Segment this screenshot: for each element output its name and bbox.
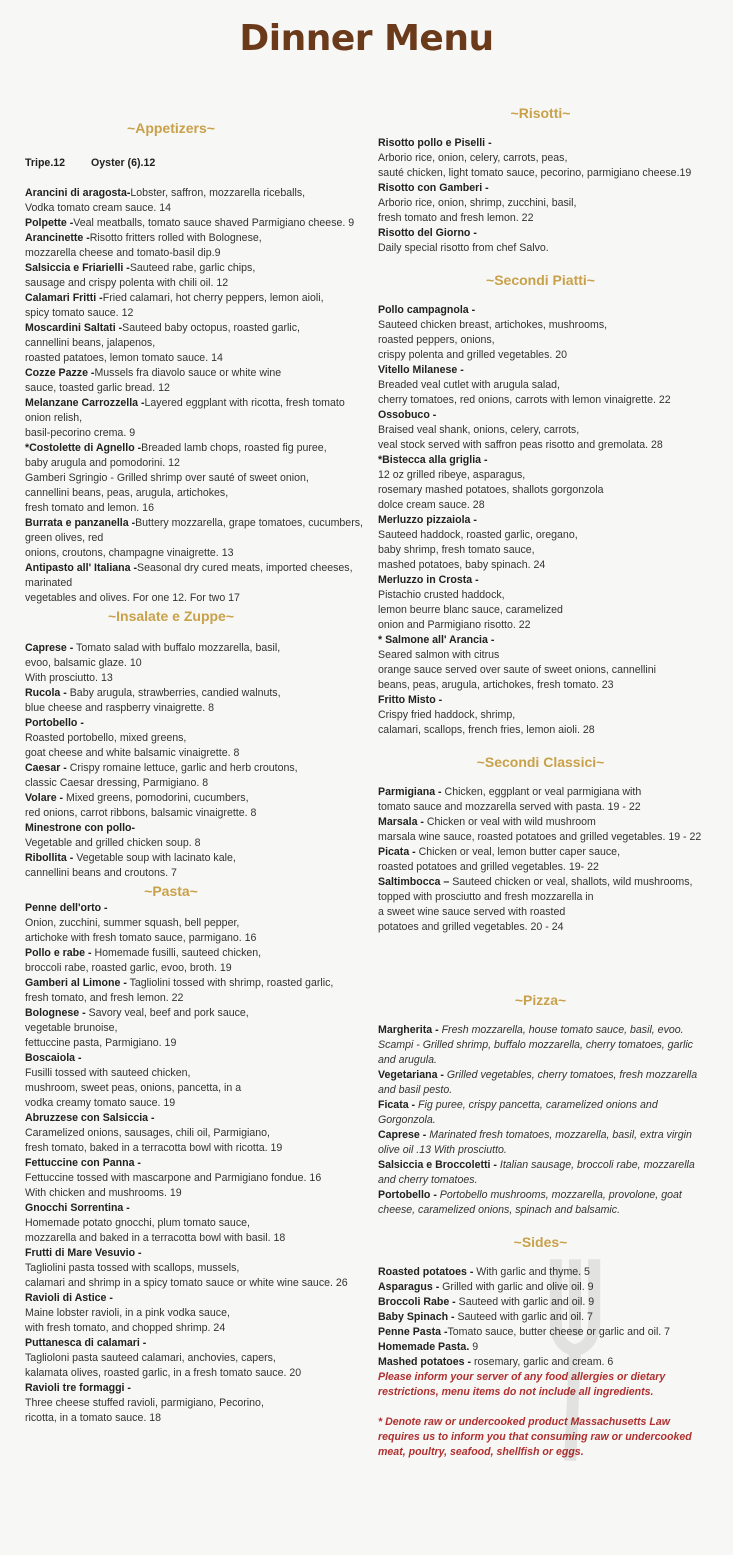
- oyster-item: Oyster (6).12: [91, 157, 156, 169]
- menu-item: [378, 136, 718, 181]
- menu-item: [25, 761, 365, 791]
- menu-item-description: rosemary, garlic and cream. 6: [471, 1356, 614, 1368]
- menu-item-name: Boscaiola -: [25, 1052, 82, 1064]
- menu-item: [378, 693, 718, 738]
- menu-item-name: Volare -: [25, 792, 64, 804]
- fork-watermark-icon: [455, 1240, 695, 1480]
- menu-item-name: Baby Spinach -: [378, 1311, 455, 1323]
- menu-item-description: Seasonal dry cured meats, imported cheeses, marinated vegetables and olives. For one 12. For two 17: [25, 562, 353, 604]
- menu-item-description: Roasted portobello, mixed greens, goat cheese and white balsamic vinaigrette. 8: [25, 732, 240, 759]
- menu-item-description: Lobster, saffron, mozzarella riceballs, Vodka tomato cream sauce. 14: [25, 187, 306, 214]
- menu-item-name: Mashed potatoes -: [378, 1356, 472, 1368]
- menu-item: [378, 875, 718, 935]
- menu-item: [378, 408, 718, 453]
- menu-item: [25, 186, 365, 216]
- menu-item-description: Sauteed rabe, garlic chips, sausage and crispy polenta with chili oil. 12: [25, 262, 256, 289]
- menu-item: [25, 641, 365, 686]
- menu-item-name: Minestrone con pollo-: [25, 822, 136, 834]
- risotti-list: [378, 136, 718, 256]
- menu-item-name: Portobello -: [25, 717, 84, 729]
- menu-item: [25, 1111, 365, 1156]
- menu-item-description: Risotto fritters rolled with Bolognese, mozzarella cheese and tomato-basil dip.9: [25, 232, 262, 259]
- menu-item-description: Taglioloni pasta sauteed calamari, anchovies, capers, kalamata olives, roasted garlic, in a fresh tomato sauce. 20: [25, 1352, 302, 1379]
- menu-item: [25, 821, 365, 851]
- section-secondi-classici: ~Secondi Classici~: [476, 754, 605, 770]
- menu-item-name: Risotto pollo e Piselli -: [378, 137, 492, 149]
- menu-item-name: Saltimbocca –: [378, 876, 450, 888]
- menu-item-description: Vegetable soup with lacinato kale, cannellini beans and croutons. 7: [25, 852, 236, 879]
- menu-item: [25, 686, 365, 716]
- menu-item-name: Melanzane Carrozzella -: [25, 397, 145, 409]
- menu-item-name: Burrata e panzanella -: [25, 517, 136, 529]
- menu-item-name: Arancinette -: [25, 232, 90, 244]
- menu-item-name: *Costolette di Agnello -: [25, 442, 142, 454]
- menu-item-name: Risotto con Gamberi -: [378, 182, 489, 194]
- menu-item-name: Polpette -: [25, 217, 74, 229]
- menu-item: [378, 513, 718, 573]
- menu-item: [25, 1201, 365, 1246]
- menu-item-name: Penne dell'orto -: [25, 902, 108, 914]
- menu-item-name: Asparagus -: [378, 1281, 440, 1293]
- pizza-list: [378, 1023, 718, 1218]
- menu-item-name: Broccoli Rabe -: [378, 1296, 456, 1308]
- menu-item-name: Ribollita -: [25, 852, 74, 864]
- menu-item-name: *Bistecca alla griglia -: [378, 454, 488, 466]
- menu-item-name: Caesar -: [25, 762, 67, 774]
- menu-item: [25, 791, 365, 821]
- menu-item-description: Italian sausage, broccoli rabe, mozzarella and cherry tomatoes.: [378, 1159, 695, 1186]
- menu-item-name: Penne Pasta -: [378, 1326, 448, 1338]
- menu-item: [378, 785, 718, 815]
- menu-item-description: Fresh mozzarella, house tomato sauce, basil, evoo. Scampi - Grilled shrimp, buffalo mozzarella, cherry tomatoes, garlic and arugula.: [378, 1024, 693, 1066]
- menu-item-name: Fettuccine con Panna -: [25, 1157, 141, 1169]
- menu-item-description: Tagliolini pasta tossed with scallops, mussels, calamari and shrimp in a spicy tomato sauce or white wine sauce. 26: [25, 1262, 348, 1289]
- menu-item-description: Grilled vegetables, cherry tomatoes, fresh mozzarella and basil pesto.: [378, 1069, 698, 1096]
- page-title: Dinner Menu: [239, 18, 494, 59]
- menu-item: [25, 261, 365, 291]
- menu-item: [378, 845, 718, 875]
- classici-list: [378, 785, 718, 935]
- left-column: [25, 118, 365, 1426]
- menu-item: [25, 1051, 365, 1111]
- menu-item-description: Caramelized onions, sausages, chili oil, Parmigiano, fresh tomato, baked in a terracotta bowl with ricotta. 19: [25, 1127, 283, 1154]
- tripe-item: Tripe.12: [25, 157, 66, 169]
- menu-item-name: Caprese -: [378, 1129, 427, 1141]
- menu-item-description: Vegetable and grilled chicken soup. 8: [25, 837, 201, 849]
- menu-item-description: Pistachio crusted haddock, lemon beurre blanc sauce, caramelized onion and Parmigiano risotto. 22: [378, 589, 563, 631]
- menu-item-description: Fusilli tossed with sauteed chicken, mushroom, sweet peas, onions, pancetta, in a vodka creamy tomato sauce. 19: [25, 1067, 242, 1109]
- menu-item-description: Crispy fried haddock, shrimp, calamari, scallops, french fries, lemon aioli. 28: [378, 709, 595, 736]
- menu-item-name: Calamari Fritti -: [25, 292, 103, 304]
- section-appetizers: ~Appetizers~: [127, 120, 215, 136]
- menu-item-description: Sauteed baby octopus, roasted garlic, cannellini beans, jalapenos, roasted patatoes, lemon tomato sauce. 14: [25, 322, 300, 364]
- menu-item-description: Arborio rice, onion, celery, carrots, peas, sauté chicken, light tomato sauce, pecorino, parmigiano cheese.19: [378, 152, 692, 179]
- menu-item-name: Vegetariana -: [378, 1069, 444, 1081]
- menu-item: [25, 1336, 365, 1381]
- allergy-note: Please inform your server of any food allergies or dietary restrictions, menu items do not include all ingredients.: [378, 1371, 666, 1398]
- menu-item-description: Tagliolini tossed with shrimp, roasted garlic, fresh tomato, and fresh lemon. 22: [25, 977, 334, 1004]
- menu-item-name: Arancini di aragosta-: [25, 187, 131, 199]
- menu-item: [378, 573, 718, 633]
- menu-item-name: Roasted potatoes -: [378, 1266, 474, 1278]
- menu-item-name: Gamberi al Limone -: [25, 977, 127, 989]
- menu-item: [25, 516, 365, 561]
- menu-item-name: Ossobuco -: [378, 409, 437, 421]
- menu-item-description: 9: [469, 1341, 479, 1353]
- menu-item-description: Baby arugula, strawberries, candied walnuts, blue cheese and raspberry vinaigrette. 8: [25, 687, 281, 714]
- menu-item-description: Chicken or veal, lemon butter caper sauce, roasted potatoes and grilled vegetables. 19- 22: [378, 846, 621, 873]
- menu-item-name: Merluzzo pizzaiola -: [378, 514, 477, 526]
- menu-item-description: With garlic and thyme. 5: [473, 1266, 590, 1278]
- menu-item-description: Savory veal, beef and pork sauce, vegetable brunoise, fettuccine pasta, Parmigiano. 19: [25, 1007, 249, 1049]
- section-pizza: ~Pizza~: [514, 992, 567, 1008]
- tripe-oyster-line: [25, 156, 365, 171]
- menu-item-description: Mussels fra diavolo sauce or white wine sauce, toasted garlic bread. 12: [25, 367, 282, 394]
- menu-item: [378, 181, 718, 226]
- secondi-list: [378, 303, 718, 738]
- menu-item: [25, 1291, 365, 1336]
- menu-item: [25, 1156, 365, 1201]
- menu-item-name: Ravioli tre formaggi -: [25, 1382, 131, 1394]
- menu-item-name: Vitello Milanese -: [378, 364, 464, 376]
- menu-item: [378, 1068, 718, 1098]
- menu-item: [25, 441, 365, 516]
- menu-item-name: Pollo campagnola -: [378, 304, 476, 316]
- menu-item: [25, 291, 365, 321]
- section-pasta: ~Pasta~: [144, 883, 198, 899]
- section-risotti: ~Risotti~: [510, 105, 571, 121]
- menu-item: [25, 231, 365, 261]
- menu-item: [378, 303, 718, 363]
- menu-item-description: Chicken, eggplant or veal parmigiana with tomato sauce and mozzarella served with pasta. 19 - 22: [378, 786, 642, 813]
- menu-item: [25, 976, 365, 1006]
- menu-item-description: Seared salmon with citrus orange sauce served over saute of sweet onions, cannellini beans, peas, arugula, artichokes, fresh tomato. 23: [378, 649, 656, 691]
- menu-item-name: Picata -: [378, 846, 416, 858]
- menu-item-name: * Salmone all' Arancia -: [378, 634, 495, 646]
- menu-item: [25, 1006, 365, 1051]
- menu-item: [378, 633, 718, 693]
- menu-item: [25, 396, 365, 441]
- menu-item: [378, 226, 718, 256]
- menu-item-description: Mixed greens, pomodorini, cucumbers, red onions, carrot ribbons, balsamic vinaigrette. 8: [25, 792, 257, 819]
- menu-item-description: Sauteed chicken breast, artichokes, mushrooms, roasted peppers, onions, crispy polenta and grilled vegetables. 20: [378, 319, 608, 361]
- menu-item-name: Pollo e rabe -: [25, 947, 92, 959]
- menu-item: [25, 321, 365, 366]
- menu-item-name: Bolognese -: [25, 1007, 86, 1019]
- menu-item: [25, 716, 365, 761]
- menu-item-description: Fig puree, crispy pancetta, caramelized onions and Gorgonzola.: [378, 1099, 658, 1126]
- menu-item-name: Puttanesca di calamari -: [25, 1337, 147, 1349]
- menu-item-name: Caprese -: [25, 642, 74, 654]
- menu-item: [378, 1098, 718, 1128]
- menu-item: [378, 453, 718, 513]
- menu-item-name: Homemade Pasta.: [378, 1341, 470, 1353]
- menu-item: [25, 851, 365, 881]
- menu-item-name: Salsiccia e Friarielli -: [25, 262, 130, 274]
- menu-item-description: Sauteed with garlic and oil. 9: [455, 1296, 595, 1308]
- menu-item-description: Braised veal shank, onions, celery, carrots, veal stock served with saffron peas risotto and gremolata. 28: [378, 424, 663, 451]
- menu-item-description: Veal meatballs, tomato sauce shaved Parmigiano cheese. 9: [73, 217, 355, 229]
- menu-item-description: Homemade fusilli, sauteed chicken, broccoli rabe, roasted garlic, evoo, broth. 19: [25, 947, 262, 974]
- menu-item-description: Portobello mushrooms, mozzarella, provolone, goat cheese, caramelized onions, spinach and balsamic.: [378, 1189, 682, 1216]
- menu-item-description: Layered eggplant with ricotta, fresh tomato onion relish, basil-pecorino crema. 9: [25, 397, 345, 439]
- section-secondi-piatti: ~Secondi Piatti~: [486, 272, 595, 288]
- menu-item-name: Fritto Misto -: [378, 694, 443, 706]
- menu-item: [25, 1246, 365, 1291]
- menu-item: [25, 901, 365, 946]
- menu-item: [378, 1158, 718, 1188]
- menu-item-description: Grilled with garlic and olive oil. 9: [439, 1281, 594, 1293]
- pasta-list: [25, 901, 365, 1426]
- menu-item: [378, 1188, 718, 1218]
- menu-item-name: Salsiccia e Broccoletti -: [378, 1159, 497, 1171]
- menu-item: [378, 815, 718, 845]
- menu-item-name: Antipasto all' Italiana -: [25, 562, 138, 574]
- menu-item-name: Ficata -: [378, 1099, 416, 1111]
- menu-item-description: Sauteed with garlic and oil. 7: [454, 1311, 593, 1323]
- menu-item: [25, 216, 365, 231]
- menu-item-description: Maine lobster ravioli, in a pink vodka sauce, with fresh tomato, and chopped shrimp. 24: [25, 1307, 230, 1334]
- menu-item: [25, 561, 365, 606]
- menu-item-description: Onion, zucchini, summer squash, bell pepper, artichoke with fresh tomato sauce, parmigano. 16: [25, 917, 257, 944]
- menu-item-description: Tomato sauce, butter cheese or garlic and oil. 7: [447, 1326, 671, 1338]
- section-insalate: ~Insalate e Zuppe~: [107, 608, 235, 624]
- menu-item-description: Fried calamari, hot cherry peppers, lemon aioli, spicy tomato sauce. 12: [25, 292, 324, 319]
- menu-item-description: Crispy romaine lettuce, garlic and herb croutons, classic Caesar dressing, Parmigiano. 8: [25, 762, 298, 789]
- menu-item-name: Ravioli di Astice -: [25, 1292, 113, 1304]
- menu-item: [378, 1023, 718, 1068]
- menu-item-description: Arborio rice, onion, shrimp, zucchini, basil, fresh tomato and fresh lemon. 22: [378, 197, 577, 224]
- menu-item-description: Sauteed chicken or veal, shallots, wild mushrooms, topped with prosciutto and fresh mozzarella in a sweet wine sauce served with roasted potatoes and grilled vegetables. 20 - 24: [378, 876, 693, 933]
- menu-item-name: Marsala -: [378, 816, 424, 828]
- menu-item-description: 12 oz grilled ribeye, asparagus, rosemary mashed potatoes, shallots gorgonzola dolce cream sauce. 28: [378, 469, 604, 511]
- menu-item-description: Three cheese stuffed ravioli, parmigiano, Pecorino, ricotta, in a tomato sauce. 18: [25, 1397, 264, 1424]
- menu-item-name: Rucola -: [25, 687, 67, 699]
- menu-item-name: Risotto del Giorno -: [378, 227, 477, 239]
- menu-item: [25, 366, 365, 396]
- menu-item-name: Moscardini Saltati -: [25, 322, 123, 334]
- menu-item: [25, 946, 365, 976]
- menu-item-name: Cozze Pazze -: [25, 367, 95, 379]
- menu-item-name: Margherita -: [378, 1024, 439, 1036]
- menu-item: [378, 1128, 718, 1158]
- menu-item: [25, 1381, 365, 1426]
- insalate-list: [25, 641, 365, 881]
- menu-item-description: Fettuccine tossed with mascarpone and Parmigiano fondue. 16 With chicken and mushrooms. 19: [25, 1172, 322, 1199]
- raw-product-note: * Denote raw or undercooked product Massachusetts Law requires us to inform you that consuming raw or undercooked meat, poultry, seafood, shellfish or eggs.: [378, 1416, 692, 1458]
- menu-item-name: Parmigiana -: [378, 786, 442, 798]
- menu-item-name: Frutti di Mare Vesuvio -: [25, 1247, 142, 1259]
- menu-item-name: Merluzzo in Crosta -: [378, 574, 479, 586]
- menu-item-description: Buttery mozzarella, grape tomatoes, cucumbers, green olives, red onions, croutons, champagne vinaigrette. 13: [25, 517, 363, 559]
- menu-item-description: Daily special risotto from chef Salvo.: [378, 242, 549, 254]
- menu-item: [378, 363, 718, 408]
- menu-item-description: Chicken or veal with wild mushroom marsala wine sauce, roasted potatoes and grilled vegetables. 19 - 22: [378, 816, 702, 843]
- section-sides: ~Sides~: [513, 1234, 568, 1250]
- menu-item-description: Homemade potato gnocchi, plum tomato sauce, mozzarella and baked in a terracotta bowl with basil. 18: [25, 1217, 286, 1244]
- menu-item-description: Marinated fresh tomatoes, mozzarella, basil, extra virgin olive oil .13 With prosciutto.: [378, 1129, 692, 1156]
- menu-item-description: Breaded veal cutlet with arugula salad, cherry tomatoes, red onions, carrots with lemon vinaigrette. 22: [378, 379, 671, 406]
- menu-item-description: Sauteed haddock, roasted garlic, oregano, baby shrimp, fresh tomato sauce, mashed potatoes, baby spinach. 24: [378, 529, 578, 571]
- menu-item-description: Tomato salad with buffalo mozzarella, basil, evoo, balsamic glaze. 10 With prosciutto. 13: [25, 642, 281, 684]
- menu-item-name: Gnocchi Sorrentina -: [25, 1202, 130, 1214]
- menu-item-name: Abruzzese con Salsiccia -: [25, 1112, 155, 1124]
- menu-item-description: Breaded lamb chops, roasted fig puree, baby arugula and pomodorini. 12 Gamberi Sgringio - Grilled shrimp over sauté of sweet onion, cannellini beans, peas, arugula, artichokes, fresh tomato and lemon. 16: [25, 442, 327, 514]
- appetizers-list: [25, 186, 365, 606]
- menu-item-name: Portobello -: [378, 1189, 437, 1201]
